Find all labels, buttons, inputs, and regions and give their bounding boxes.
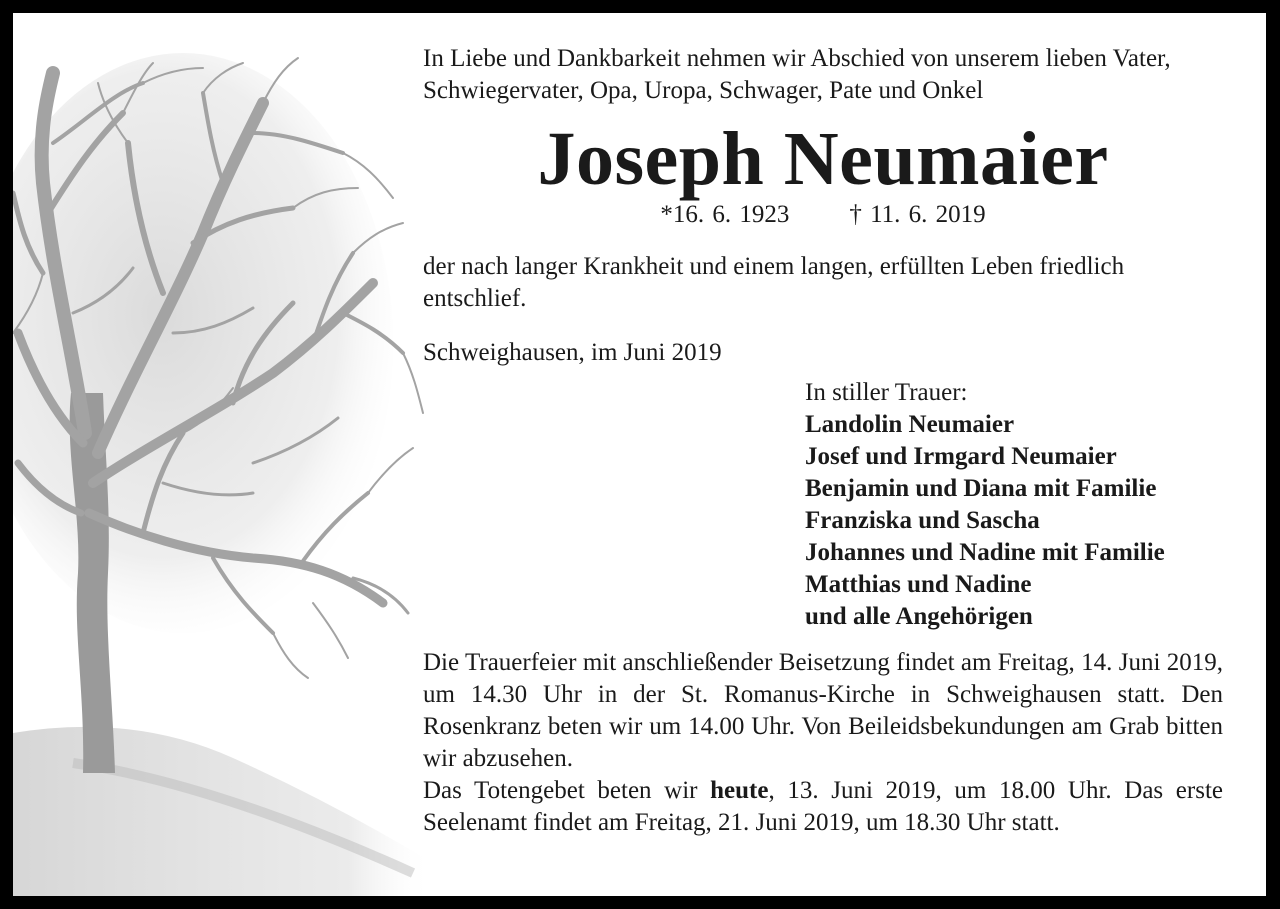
mourner-name: Benjamin und Diana mit Familie	[805, 475, 1157, 502]
ceremony-info	[423, 647, 1223, 839]
birth-date: *16. 6. 1923	[660, 201, 790, 228]
mourner-name: und alle Angehörigen	[805, 603, 1033, 630]
mourner-name: Franziska und Sascha	[805, 507, 1040, 534]
prayer-day-emphasis: heute	[710, 777, 769, 804]
notice-text	[423, 43, 1223, 839]
prayer-text-start: Das Totengebet beten wir	[423, 777, 698, 804]
intro-text: In Liebe und Dankbarkeit nehmen wir Abschied von unserem lieben Vater, Schwiegervater, Opa, Uropa, Schwager, Pate und Onkel	[423, 45, 1171, 104]
deceased-name: Joseph Neumaier	[537, 117, 1109, 201]
mourners-list	[805, 377, 1223, 633]
mourner-name: Landolin Neumaier	[805, 411, 1015, 438]
tree-illustration	[13, 13, 433, 896]
life-dates	[423, 199, 1223, 231]
prayer-text-end: , 13. Juni 2019, um 18.00 Uhr. Das erste Seelenamt findet am Freitag, 21. Juni 2019, um 18.30 Uhr statt.	[423, 777, 1223, 836]
passing-text: der nach langer Krankheit und einem langen, erfüllten Leben friedlich entschlief.	[423, 253, 1125, 312]
death-date: † 11. 6. 2019	[849, 201, 986, 228]
prayer-details	[423, 775, 1223, 839]
mourner-name: Matthias und Nadine	[805, 571, 1032, 598]
mourner-name: Johannes und Nadine mit Familie	[805, 539, 1165, 566]
mourning-lead: In stiller Trauer:	[805, 379, 968, 406]
mourner-name: Josef und Irmgard Neumaier	[805, 443, 1117, 470]
place-date: Schweighausen, im Juni 2019	[423, 339, 722, 366]
funeral-details: Die Trauerfeier mit anschließender Beisetzung findet am Freitag, 14. Juni 2019, um 14.30 Uhr in der St. Romanus-Kirche in Schweighausen statt. Den Rosenkranz beten wir um 14.00 Uhr. Von Beileidsbekundungen am Grab bitten wir abzusehen.	[423, 649, 1223, 772]
obituary-notice	[13, 13, 1266, 896]
